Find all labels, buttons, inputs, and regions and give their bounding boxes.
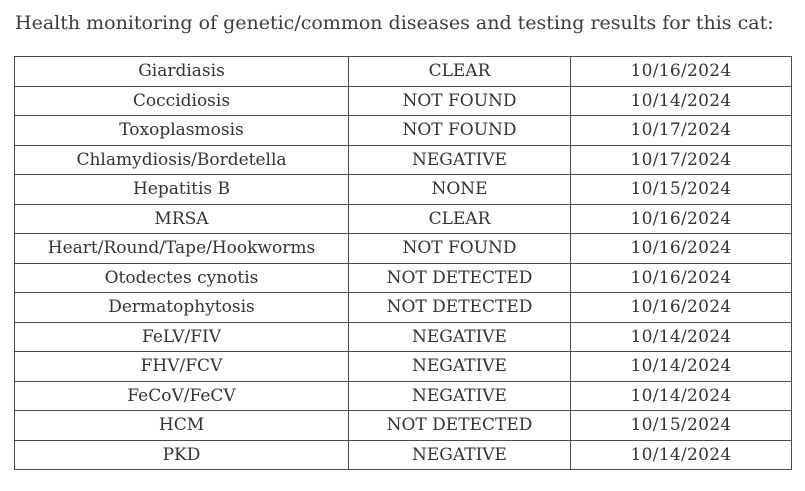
page-heading: Health monitoring of genetic/common diseases and testing results for this cat: (15, 12, 774, 34)
result-cell: CLEAR (349, 204, 571, 234)
result-cell: NEGATIVE (349, 440, 571, 470)
disease-cell: Otodectes cynotis (15, 263, 349, 293)
health-results-table (14, 56, 792, 470)
disease-cell: Coccidiosis (15, 86, 349, 116)
health-results-body (15, 57, 792, 470)
date-cell: 10/14/2024 (571, 322, 792, 352)
result-cell: NONE (349, 175, 571, 205)
disease-cell: Dermatophytosis (15, 293, 349, 323)
disease-cell: HCM (15, 411, 349, 441)
date-cell: 10/14/2024 (571, 440, 792, 470)
date-cell: 10/14/2024 (571, 86, 792, 116)
date-cell: 10/16/2024 (571, 57, 792, 87)
result-cell: NOT DETECTED (349, 293, 571, 323)
table-row (15, 86, 792, 116)
result-cell: NOT DETECTED (349, 263, 571, 293)
disease-cell: FeLV/FIV (15, 322, 349, 352)
result-cell: NEGATIVE (349, 381, 571, 411)
date-cell: 10/16/2024 (571, 263, 792, 293)
disease-cell: Chlamydiosis/Bordetella (15, 145, 349, 175)
result-cell: NOT FOUND (349, 116, 571, 146)
result-cell: NOT FOUND (349, 234, 571, 264)
date-cell: 10/16/2024 (571, 234, 792, 264)
table-row (15, 234, 792, 264)
result-cell: NOT DETECTED (349, 411, 571, 441)
date-cell: 10/16/2024 (571, 293, 792, 323)
table-row (15, 322, 792, 352)
disease-cell: FeCoV/FeCV (15, 381, 349, 411)
date-cell: 10/14/2024 (571, 381, 792, 411)
table-row (15, 440, 792, 470)
table-row (15, 411, 792, 441)
date-cell: 10/17/2024 (571, 145, 792, 175)
disease-cell: Heart/Round/Tape/Hookworms (15, 234, 349, 264)
result-cell: CLEAR (349, 57, 571, 87)
date-cell: 10/16/2024 (571, 204, 792, 234)
table-row (15, 381, 792, 411)
disease-cell: Giardiasis (15, 57, 349, 87)
date-cell: 10/15/2024 (571, 411, 792, 441)
disease-cell: Toxoplasmosis (15, 116, 349, 146)
disease-cell: PKD (15, 440, 349, 470)
disease-cell: MRSA (15, 204, 349, 234)
table-row (15, 145, 792, 175)
date-cell: 10/15/2024 (571, 175, 792, 205)
disease-cell: FHV/FCV (15, 352, 349, 382)
table-row (15, 175, 792, 205)
table-row (15, 116, 792, 146)
result-cell: NEGATIVE (349, 352, 571, 382)
table-row (15, 293, 792, 323)
table-row (15, 204, 792, 234)
table-row (15, 352, 792, 382)
result-cell: NEGATIVE (349, 322, 571, 352)
table-row (15, 57, 792, 87)
disease-cell: Hepatitis B (15, 175, 349, 205)
table-row (15, 263, 792, 293)
date-cell: 10/14/2024 (571, 352, 792, 382)
result-cell: NOT FOUND (349, 86, 571, 116)
date-cell: 10/17/2024 (571, 116, 792, 146)
result-cell: NEGATIVE (349, 145, 571, 175)
